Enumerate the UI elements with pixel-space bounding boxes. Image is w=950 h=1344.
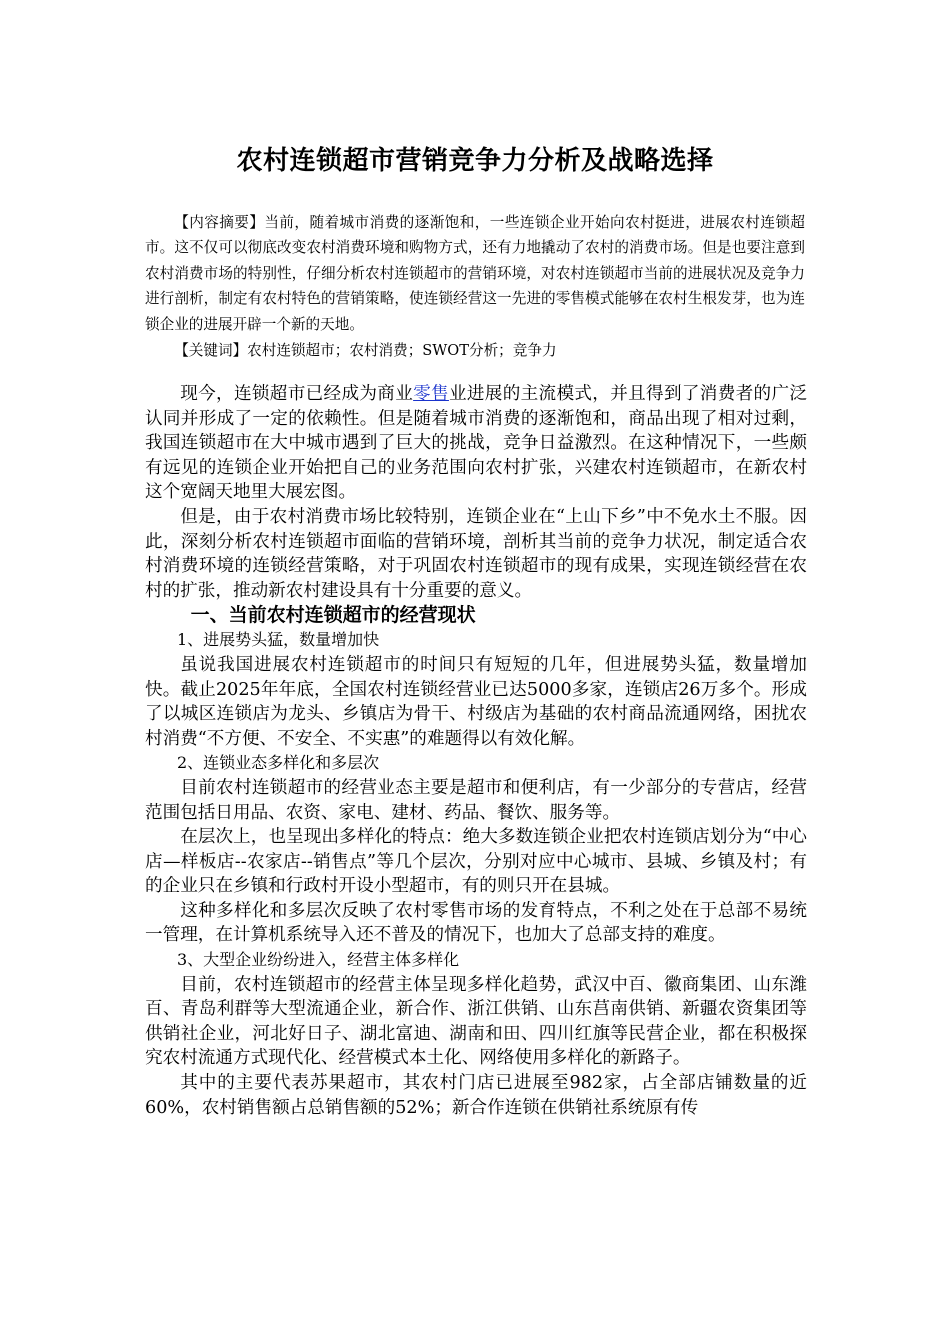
body-paragraph-5: 目前，农村连锁超市的经营主体呈现多样化趋势，武汉中百、徽商集团、山东潍百、青岛利群等大型流通企业，新合作、浙江供销、山东莒南供销、新疆农资集团等供销社企业，河北好日子、湖北富迪、湖南和田、四川红旗等民营企业，都在积极探究农村流通方式现代化、经营模式本土化、网络使用多样化的新路子。 xyxy=(145,974,807,1069)
section-heading-1: 一、当前农村连锁超市的经营现状 xyxy=(190,604,476,627)
subheading-3: 3、大型企业纷纷进入，经营主体多样化 xyxy=(177,950,460,970)
body-paragraph-6: 其中的主要代表苏果超市，其农村门店已进展至982家，占全部店铺数量的近60%，农村销售额占总销售额的52%；新合作连锁在供销社系统原有传 xyxy=(145,1073,807,1118)
abstract-paragraph: 【内容摘要】当前，随着城市消费的逐渐饱和，一些连锁企业开始向农村挺进，进展农村连锁超市。这不仅可以彻底改变农村消费环境和购物方式，还有力地撬动了农村的消费市场。但是也要注意到农村消费市场的特别性，仔细分析农村连锁超市的营销环境，对农村连锁超市当前的进展状况及竞争力进行剖析，制定有农村特色的营销策略，使连锁经营这一先进的零售模式能够在农村生根发芽，也为连锁企业的进展开辟一个新的天地。 xyxy=(145,214,805,333)
intro-text-after-link: 业进展的主流模式，并且得到了消费者的广泛认同并形成了一定的依赖性。但是随着城市消费的逐渐饱和，商品出现了相对过剩，我国连锁超市在大中城市遇到了巨大的挑战，竞争日益激烈。在这种情况下，一些颇有远见的连锁企业开始把自己的业务范围向农村扩张，兴建农村连锁超市，在新农村这个宽阔天地里大展宏图。 xyxy=(145,384,807,503)
retail-link[interactable]: 零售 xyxy=(413,384,449,404)
subheading-1: 1、进展势头猛，数量增加快 xyxy=(177,630,380,650)
body-paragraph-2: 目前农村连锁超市的经营业态主要是超市和便利店，有一少部分的专营店，经营范围包括日用品、农资、家电、建材、药品、餐饮、服务等。 xyxy=(145,777,807,823)
intro-paragraph-1 xyxy=(145,382,807,505)
intro-paragraph-2: 但是，由于农村消费市场比较特别，连锁企业在“上山下乡”中不免水土不服。因此，深刻分析农村连锁超市面临的营销环境，剖析其当前的竞争力状况，制定适合农村消费环境的连锁经营策略，对于巩固农村连锁超市的现有成果，实现连锁经营在农村的扩张，推动新农村建设具有十分重要的意义。 xyxy=(145,506,807,601)
intro-text-before-link: 现今，连锁超市已经成为商业 xyxy=(180,384,414,404)
body-paragraph-1: 虽说我国进展农村连锁超市的时间只有短短的几年，但进展势头猛，数量增加快。截止2025年年底，全国农村连锁经营业已达5000多家，连锁店26万多个。形成了以城区连锁店为龙头、乡镇店为骨干、村级店为基础的农村商品流通网络，困扰农村消费“不方便、不安全、不实惠”的难题得以有效化解。 xyxy=(145,654,807,749)
document-body xyxy=(145,382,807,1120)
document-title: 农村连锁超市营销竞争力分析及战略选择 xyxy=(236,146,714,176)
body-paragraph-3: 在层次上，也呈现出多样化的特点：绝大多数连锁企业把农村连锁店划分为“中心店—样板店--农家店--销售点”等几个层次，分别对应中心城市、县城、乡镇及村；有的企业只在乡镇和行政村开设小型超市，有的则只开在县城。 xyxy=(145,827,807,897)
keywords-line: 【关键词】农村连锁超市；农村消费；SWOT分析；竞争力 xyxy=(174,342,557,359)
subheading-2: 2、连锁业态多样化和多层次 xyxy=(177,753,380,773)
body-paragraph-4: 这种多样化和多层次反映了农村零售市场的发育特点，不利之处在于总部不易统一管理，在计算机系统导入还不普及的情况下，也加大了总部支持的难度。 xyxy=(145,900,807,946)
